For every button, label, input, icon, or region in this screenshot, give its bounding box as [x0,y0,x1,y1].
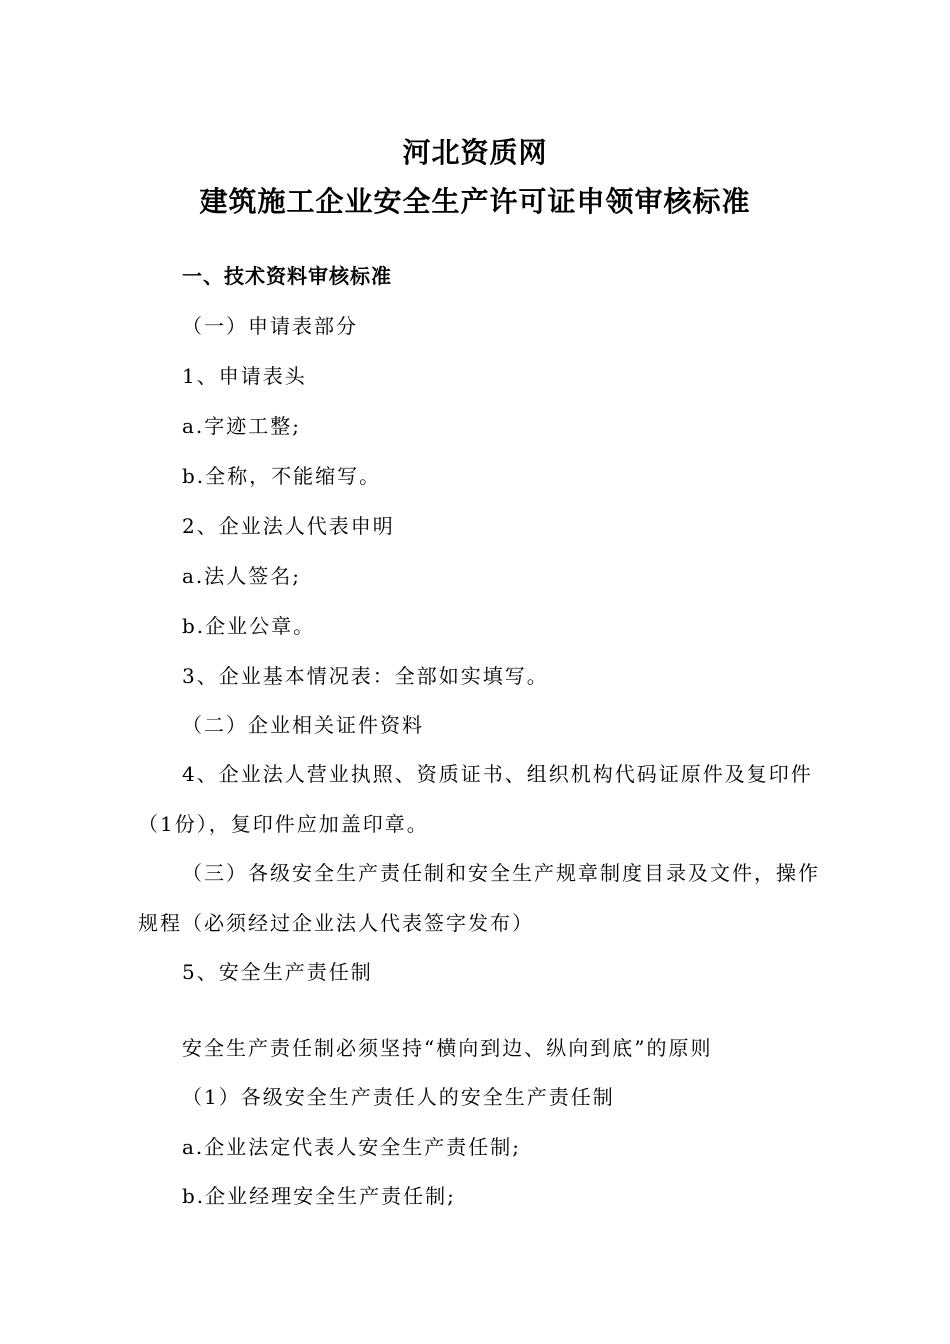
paragraph-line: （1份），复印件应加盖印章。 [138,812,429,836]
document-title-site: 河北资质网 [402,136,548,169]
paragraph-line: 2、企业法人代表申明 [182,514,395,538]
subsection-heading: （一）申请表部分 [182,314,358,338]
paragraph-line: 5、安全生产责任制 [182,960,373,984]
paragraph-line: a.字迹工整; [182,414,302,438]
paragraph-line: a.企业法定代表人安全生产责任制; [182,1135,522,1159]
section-heading: 一、技术资料审核标准 [182,264,392,288]
paragraph-line: b.企业公章。 [182,614,316,638]
paragraph-line: 1、申请表头 [182,364,307,388]
paragraph-line: a.法人签名; [182,564,302,588]
subsection-heading: （二）企业相关证件资料 [182,713,424,737]
paragraph-line: 安全生产责任制必须坚持“横向到边、纵向到底”的原则 [182,1036,713,1060]
paragraph-line: 4、企业法人营业执照、资质证书、组织机构代码证原件及复印件 [182,762,813,786]
paragraph-line: 规程（必须经过企业法人代表签字发布） [138,911,534,935]
document-title-main: 建筑施工企业安全生产许可证申领审核标准 [199,185,751,218]
paragraph-line: b.全称，不能缩写。 [182,464,382,488]
paragraph-line: b.企业经理安全生产责任制; [182,1184,456,1208]
paragraph-line: （1）各级安全生产责任人的安全生产责任制 [182,1085,615,1109]
subsection-heading: （三）各级安全生产责任制和安全生产规章制度目录及文件，操作 [182,861,820,885]
paragraph-line: 3、企业基本情况表：全部如实填写。 [182,664,549,688]
